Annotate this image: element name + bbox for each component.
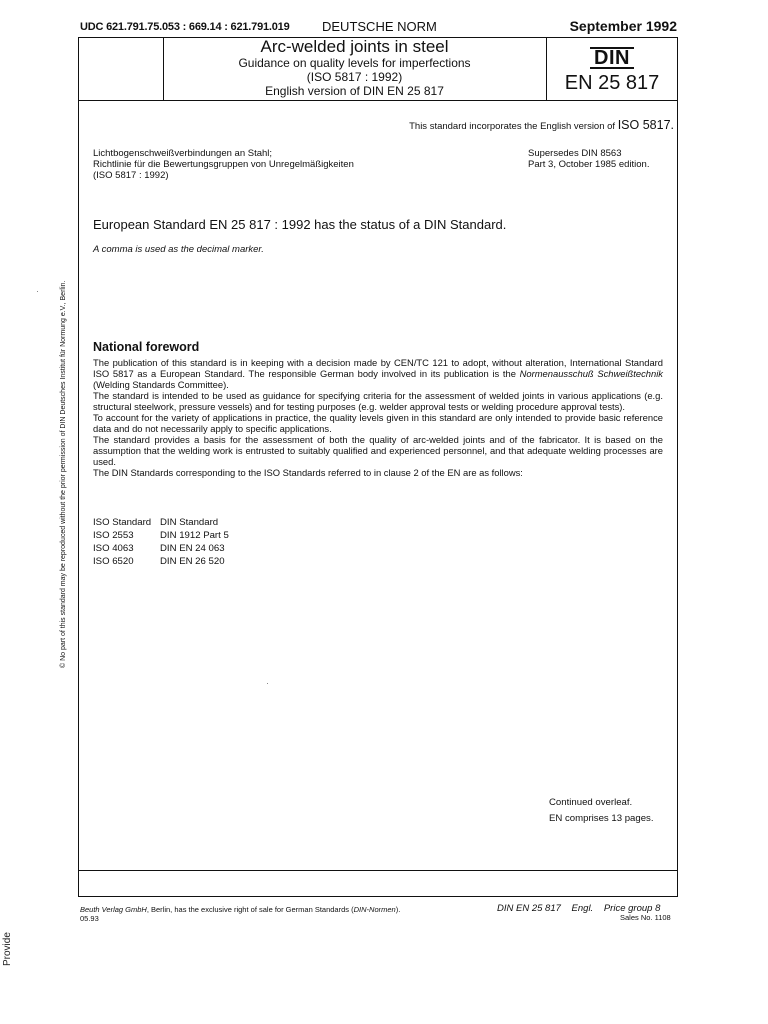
foreword-paragraph: The standard provides a basis for the assessment of both the quality of arc-welded joints and of the fabricator. It is based on the assumption that the welding work is entrusted to suitably qualified and experienced personnel, and that adequate welding processes are used. — [93, 434, 663, 467]
incorporates-text: This standard incorporates the English version of — [409, 121, 616, 132]
foreword-body — [93, 357, 663, 478]
margin-text: Provide — [2, 932, 13, 966]
footer-language: Engl. — [571, 903, 594, 914]
english-version-note: English version of DIN EN 25 817 — [265, 84, 444, 98]
foreword-paragraph — [93, 357, 663, 390]
foreword-paragraph: The standard is intended to be used as guidance for specifying criteria for the assessment of welded joints in various applications (e.g. structural steelwork, pressure vessels) and for testing purposes (e.g. welder approval tests or welding procedure approval tests). — [93, 390, 663, 412]
din-normen: DIN-Normen — [353, 905, 396, 914]
german-title — [93, 148, 433, 181]
publisher-name: Beuth Verlag GmbH — [80, 905, 147, 914]
committee-name: Normenausschuß Schweißtechnik — [519, 368, 663, 379]
sales-number: Sales No. 1108 — [620, 913, 671, 922]
rights-text: , Berlin, has the exclusive right of sale for German Standards ( — [146, 905, 354, 914]
din-standard-number: EN 25 817 — [564, 72, 660, 94]
side-copyright-notice: © No part of this standard may be reproduced without the prior permission of DIN Deutsches Institut für Normung e.V., Berlin. — [60, 280, 67, 668]
table-row — [93, 529, 229, 542]
incorporates-note — [409, 118, 674, 132]
foreword-paragraph: The DIN Standards corresponding to the ISO Standards referred to in clause 2 of the EN are as follows: — [93, 467, 523, 478]
udc-classification: UDC 621.791.75.053 : 669.14 : 621.791.019 — [80, 21, 290, 33]
sale-rights-line — [80, 905, 400, 914]
publication-date: September 1992 — [569, 18, 677, 34]
edition-code: 05.93 — [80, 914, 99, 923]
scan-speck — [267, 683, 268, 684]
continued-line: Continued overleaf. — [549, 797, 633, 808]
decimal-marker-note: A comma is used as the decimal marker. — [93, 244, 264, 255]
deutsche-norm-label: DEUTSCHE NORM — [322, 19, 437, 34]
title-divider — [78, 100, 678, 101]
german-title-line: (ISO 5817 : 1992) — [93, 170, 169, 181]
footer-doc-ref: DIN EN 25 817 — [497, 903, 561, 914]
supersedes-line: Supersedes DIN 8563 — [528, 148, 622, 159]
table-cell: ISO 6520 — [93, 556, 134, 567]
table-cell: ISO 2553 — [93, 530, 134, 541]
table-row — [93, 542, 229, 555]
table-cell: ISO 4063 — [93, 543, 134, 554]
continued-note — [549, 795, 654, 827]
iso-reference: (ISO 5817 : 1992) — [306, 70, 403, 84]
price-group: Price group 8 — [603, 903, 661, 914]
status-statement: European Standard EN 25 817 : 1992 has the status of a DIN Standard. — [93, 217, 507, 232]
document-title: Arc-welded joints in steel — [260, 37, 449, 56]
supersedes-note — [528, 148, 673, 170]
scan-speck — [37, 291, 38, 292]
standards-correspondence-table — [93, 516, 229, 568]
din-block — [546, 37, 678, 100]
german-title-line: Richtlinie für die Bewertungsgruppen von Unregelmäßigkeiten — [93, 159, 354, 170]
supersedes-line: Part 3, October 1985 edition. — [528, 159, 650, 170]
footer-divider — [78, 870, 678, 871]
table-header: ISO Standard — [93, 517, 152, 528]
foreword-text: The publication of this standard is in keeping with a decision made by CEN/TC 121 to adopt, without alteration, International Standard ISO 5817 as a European Standard. The responsible German body involved in its publication is the — [93, 357, 663, 379]
rights-text-end: ). — [395, 905, 401, 914]
document-subtitle: Guidance on quality levels for imperfections — [238, 56, 471, 70]
foreword-text: (Welding Standards Committee). — [93, 379, 229, 390]
din-logo: DIN — [590, 47, 634, 69]
table-cell: DIN 1912 Part 5 — [160, 530, 229, 541]
foreword-heading: National foreword — [93, 340, 200, 354]
footer-publisher — [80, 905, 400, 923]
title-block — [163, 37, 546, 100]
german-title-line: Lichtbogenschweißverbindungen an Stahl; — [93, 148, 273, 159]
table-cell: DIN EN 24 063 — [160, 543, 225, 554]
foreword-paragraph: To account for the variety of applications in practice, the quality levels given in this standard are only intended to provide basic reference data and do not necessarily apply to specific applications. — [93, 412, 663, 434]
table-cell: DIN EN 26 520 — [160, 556, 225, 567]
incorporates-iso: ISO 5817. — [617, 118, 674, 132]
table-row — [93, 555, 229, 568]
table-header-row — [93, 516, 229, 529]
page-count-line: EN comprises 13 pages. — [549, 813, 654, 824]
table-header: DIN Standard — [160, 517, 219, 528]
